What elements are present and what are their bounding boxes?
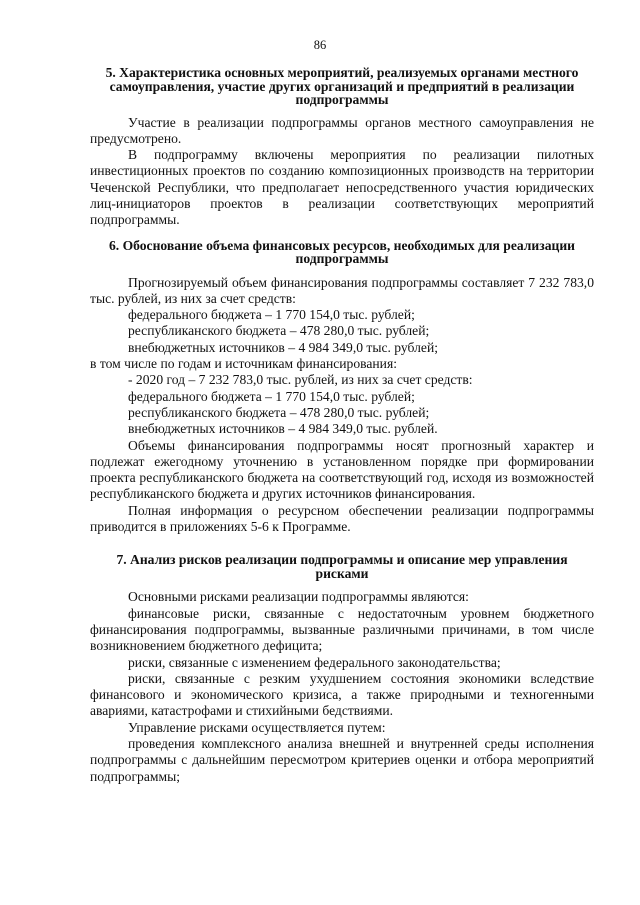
- section-6-closing-1: Объемы финансирования подпрограммы носят прогнозный характер и подлежат ежегодному уточнению в установленном порядке при формировании проекта республиканского бюджета на соответствующий год, исходя из возможностей республиканского бюджета и других источников финансирования.: [90, 437, 594, 502]
- year-funding-republican: республиканского бюджета – 478 280,0 тыс. рублей;: [128, 404, 430, 420]
- page-number: 86: [313, 38, 327, 52]
- section-5-paragraph-1: Участие в реализации подпрограммы органов местного самоуправления не предусмотрено.: [90, 114, 594, 146]
- section-5-paragraph-2: В подпрограмму включены мероприятия по реализации пилотных инвестиционных проектов по созданию композиционных производств на территории Чеченской Республики, что предполагает непосредственного участия юридических лиц-инициаторов проектов в реализации соответствующих мероприятий подпрограммы.: [90, 147, 594, 228]
- section-7-heading: 7. Анализ рисков реализации подпрограммы и описание мер управления рисками: [116, 552, 568, 581]
- section-6-heading: 6. Обоснование объема финансовых ресурсов, необходимых для реализации подпрограммы: [108, 237, 576, 267]
- section-7-paragraph-1: Основными рисками реализации подпрограммы являются:: [128, 589, 469, 605]
- funding-republican: республиканского бюджета – 478 280,0 тыс. рублей;: [128, 323, 430, 339]
- year-funding-extrabudgetary: внебюджетных источников – 4 984 349,0 тыс. рублей.: [128, 421, 438, 437]
- funding-federal: федерального бюджета – 1 770 154,0 тыс. рублей;: [128, 307, 415, 323]
- section-6-closing-2: Полная информация о ресурсном обеспечении реализации подпрограммы приводится в приложениях 5-6 к Программе.: [90, 502, 594, 535]
- section-6-intro: Прогнозируемый объем финансирования подпрограммы составляет 7 232 783,0 тыс. рублей, из них за счет средств:: [90, 274, 594, 306]
- funding-year-2020: - 2020 год – 7 232 783,0 тыс. рублей, из них за счет средств:: [128, 372, 473, 388]
- section-7-paragraph-5: Управление рисками осуществляется путем:: [128, 719, 386, 735]
- funding-by-year-intro: в том числе по годам и источникам финансирования:: [90, 356, 397, 372]
- section-7-paragraph-6: проведения комплексного анализа внешней и внутренней среды исполнения подпрограммы с дальнейшим пересмотром критериев оценки и отбора мероприятий подпрограммы;: [90, 736, 594, 784]
- page-content: [90, 66, 594, 785]
- section-7-paragraph-4: риски, связанные с резким ухудшением состояния экономики вследствие финансового и экономического кризиса, а также природными и техногенными авариями, катастрофами и стихийными бедствиями.: [90, 670, 594, 719]
- section-7-paragraph-3: риски, связанные с изменением федерального законодательства;: [128, 654, 501, 670]
- funding-extrabudgetary: внебюджетных источников – 4 984 349,0 тыс. рублей;: [128, 339, 438, 355]
- year-funding-federal: федерального бюджета – 1 770 154,0 тыс. рублей;: [128, 388, 415, 404]
- section-7-paragraph-2: финансовые риски, связанные с недостаточным уровнем бюджетного финансирования подпрограммы, вызванные различными причинами, в том числе возникновением бюджетного дефицита;: [90, 605, 594, 654]
- section-5-heading: 5. Характеристика основных мероприятий, реализуемых органами местного самоуправления, участие других организаций и предприятий в реализации подпрограммы: [105, 65, 579, 107]
